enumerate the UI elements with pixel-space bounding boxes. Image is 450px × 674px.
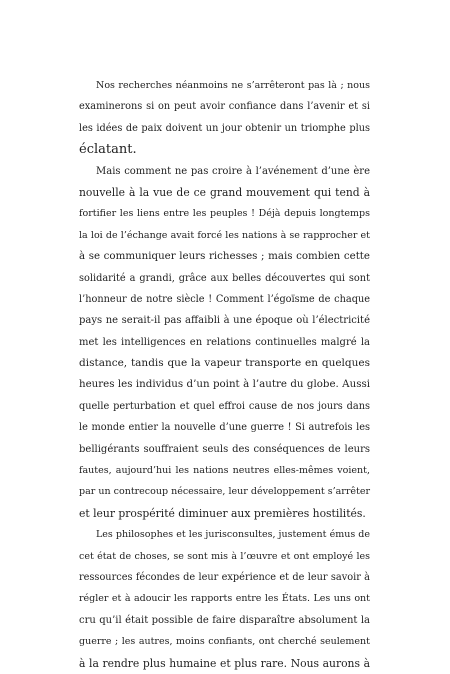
text-line: le monde entier la nouvelle d’une guerre ! Si autrefois les	[79, 422, 370, 434]
paragraph	[79, 75, 370, 161]
text-line: belligérants souffraient seuls des conséquences de leurs	[79, 443, 370, 455]
text-line: l’honneur de notre siècle ! Comment l’égoïsme de chaque	[79, 293, 370, 305]
text-line: à la rendre plus humaine et plus rare. Nous aurons à	[79, 656, 370, 670]
text-line: Mais comment ne pas croire à l’avénement d’une ère	[96, 165, 370, 177]
text-line: et leur prospérité diminuer aux premières hostilités.	[79, 506, 366, 520]
text-line: cet état de choses, se sont mis à l’œuvre et ont employé les	[79, 550, 370, 562]
text-line: fortifier les liens entre les peuples ! Déjà depuis longtemps	[79, 208, 370, 220]
text-line: quelle perturbation et quel effroi cause de nos jours dans	[79, 400, 370, 412]
paragraph	[79, 161, 370, 525]
text-line: régler et à adoucir les rapports entre les États. Les uns ont	[79, 593, 370, 605]
text-line: pays ne serait-il pas affaibli à une époque où l’électricité	[79, 315, 370, 327]
text-line: met les intelligences en relations continuelles malgré la	[79, 336, 370, 348]
text-line: distance, tandis que la vapeur transporte en quelques	[79, 357, 370, 370]
text-line: par un contrecoup nécessaire, leur développement s’arrêter	[79, 486, 370, 498]
text-line: Nos recherches néanmoins ne s’arrêteront pas là ; nous	[96, 80, 370, 91]
text-line: nouvelle à la vue de ce grand mouvement qui tend à	[79, 185, 370, 199]
text-line: guerre ; les autres, moins confiants, ont cherché seulement	[79, 636, 370, 648]
text-line: solidarité a grandi, grâce aux belles découvertes qui sont	[79, 272, 370, 284]
text-line: éclatant.	[79, 142, 137, 158]
text-line: Les philosophes et les jurisconsultes, justement émus de	[96, 529, 370, 541]
paragraph	[79, 524, 370, 674]
text-line: à se communiquer leurs richesses ; mais combien cette	[79, 250, 370, 263]
text-line: la loi de l’échange avait forcé les nations à se rapprocher et	[79, 229, 370, 241]
text-line: examinerons si on peut avoir confiance dans l’avenir et si	[79, 101, 370, 113]
body-text	[79, 75, 370, 674]
text-line: cru qu’il était possible de faire disparaître absolument la	[79, 614, 370, 626]
text-line: les idées de paix doivent un jour obtenir un triomphe plus	[79, 122, 370, 134]
text-line: fautes, aujourd’hui les nations neutres elles-mêmes voient,	[79, 465, 370, 477]
text-line: ressources fécondes de leur expérience et de leur savoir à	[79, 571, 370, 583]
text-line: heures les individus d’un point à l’autre du globe. Aussi	[79, 378, 370, 391]
